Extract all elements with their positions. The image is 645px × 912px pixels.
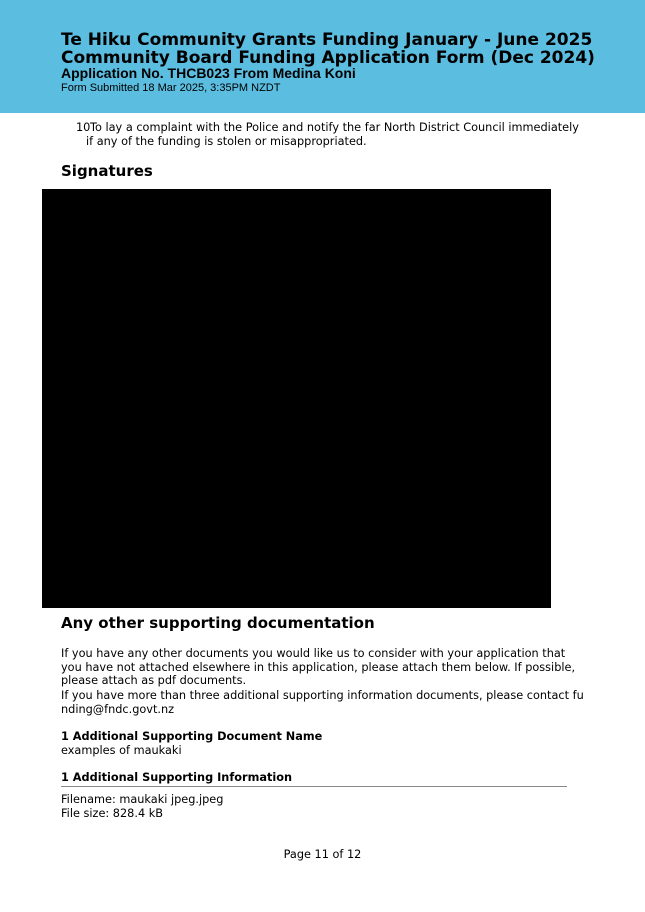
supporting-docs-heading: Any other supporting documentation xyxy=(61,614,375,632)
application-number: Application No. THCB023 From Medina Koni xyxy=(61,65,356,81)
declaration-item-number: 10 xyxy=(76,121,91,134)
attachment-details xyxy=(61,793,571,820)
attachment-filename: Filename: maukaki jpeg.jpeg xyxy=(61,793,224,806)
divider xyxy=(61,786,567,787)
paragraph-line: please attach as pdf documents. xyxy=(61,674,247,687)
signature-image xyxy=(42,189,551,608)
document-name-value: examples of maukaki xyxy=(61,743,182,757)
declaration-item-text-line1: To lay a complaint with the Police and notify the far North District Council immediately xyxy=(90,121,579,134)
supporting-docs-paragraph-2 xyxy=(61,689,584,716)
form-title-line2: Community Board Funding Application Form (Dec 2024) xyxy=(61,48,595,68)
document-name-field xyxy=(61,730,571,757)
form-title-line1: Te Hiku Community Grants Funding January - June 2025 xyxy=(61,30,593,50)
paragraph-line: If you have more than three additional supporting information documents, please contact fu xyxy=(61,689,584,702)
supporting-docs-paragraph-1 xyxy=(61,647,576,688)
paragraph-line: If you have any other documents you would like us to consider with your application that xyxy=(61,647,566,660)
submitted-timestamp: Form Submitted 18 Mar 2025, 3:35PM NZDT xyxy=(61,82,281,94)
supporting-info-label-block xyxy=(61,771,571,785)
declaration-item-text-line2: if any of the funding is stolen or misappropriated. xyxy=(86,135,367,148)
paragraph-line: nding@fndc.govt.nz xyxy=(61,702,175,716)
supporting-info-label: 1 Additional Supporting Information xyxy=(61,771,293,784)
paragraph-line: you have not attached elsewhere in this application, please attach them below. If possible, xyxy=(61,660,576,674)
attachment-filesize: File size: 828.4 kB xyxy=(61,806,164,820)
form-header xyxy=(0,0,645,113)
page-number: Page 11 of 12 xyxy=(283,848,362,861)
signatures-heading: Signatures xyxy=(61,162,153,180)
document-name-label: 1 Additional Supporting Document Name xyxy=(61,730,323,743)
